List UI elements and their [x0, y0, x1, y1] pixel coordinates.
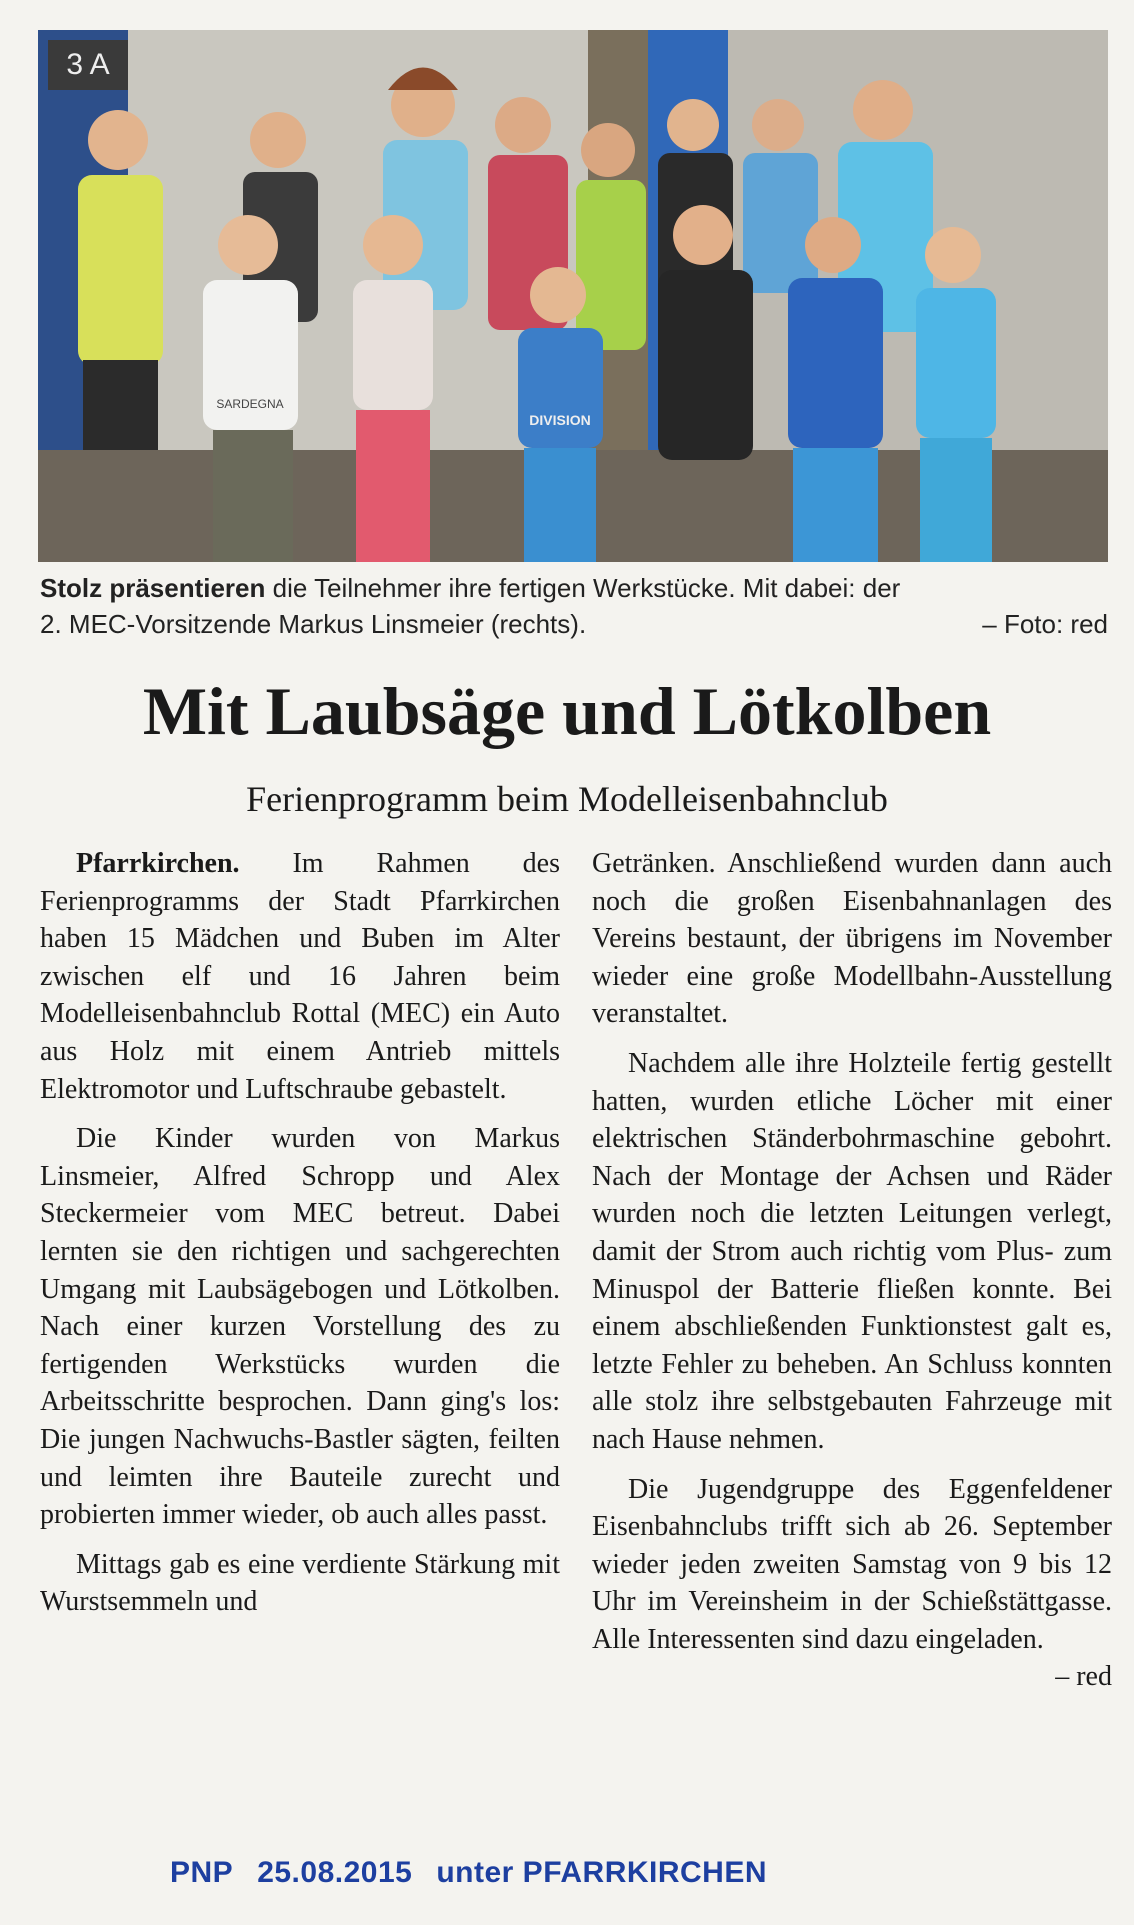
- paragraph-3: Mittags gab es eine verdiente Stärkung mit Wurstsemmeln und: [40, 1548, 560, 1618]
- article-column-2: [592, 845, 1112, 1696]
- photo-caption: [40, 570, 1108, 642]
- author-signoff: – red: [1055, 1661, 1112, 1693]
- paragraph-5: Nachdem alle ihre Holzteile fertig gestellt hatten, wurden etliche Löcher mit einer elektrischen Ständerbohrmaschine gebohrt. Nach der Montage der Achsen und Räder wurden noch die letzten Leitungen verlegt, damit der Strom auch richtig vom Plus- zum Minuspol der Batterie fließen konnte. Bei einem abschließenden Funktionstest galt es, letzte Fehler zu beheben. An Schluss konnten alle stolz ihre selbstgebauten Fahrzeuge mit nach Hause nehmen.: [592, 1047, 1112, 1455]
- caption-line-1: [40, 570, 1108, 606]
- paragraph-4: Getränken. Anschließend wurden dann auch noch die großen Eisenbahnanlagen des Vereins bestaunt, der übrigens im November wieder eine große Modellbahn-Ausstellung veranstaltet.: [592, 848, 1112, 1030]
- photo-illustration: [38, 30, 1108, 562]
- paragraph-6: [592, 1471, 1112, 1697]
- article-column-1: [40, 845, 560, 1621]
- caption-line-2: [40, 606, 1108, 642]
- footer-source: PNP: [170, 1856, 234, 1889]
- group-photo: [38, 30, 1108, 562]
- dateline: Pfarrkirchen.: [76, 848, 240, 879]
- caption-text: die Teilnehmer ihre fertigen Werkstücke. Mit dabei: der: [272, 573, 901, 603]
- shirt-text-division: DIVISION: [529, 412, 591, 428]
- caption-text-2: 2. MEC-Vorsitzende Markus Linsmeier (rechts).: [40, 609, 587, 639]
- paragraph-1: [40, 845, 560, 1108]
- footer-section: unter PFARRKIRCHEN: [436, 1856, 768, 1889]
- shirt-text-sardegna: SARDEGNA: [216, 397, 284, 411]
- source-footer: [170, 1856, 791, 1890]
- article-headline: Mit Laubsäge und Lötkolben: [142, 673, 992, 749]
- photo-label: 3 A: [48, 40, 128, 90]
- paragraph-6-text: Die Jugendgruppe des Eggenfeldener Eisenbahnclubs trifft sich ab 26. September wieder jeden zweiten Samstag von 9 bis 12 Uhr im Vereinsheim in der Schießstättgasse. Alle Interessenten sind dazu eingeladen.: [592, 1473, 1112, 1655]
- footer-date: 25.08.2015: [257, 1856, 413, 1889]
- caption-bold: Stolz präsentieren: [40, 573, 266, 603]
- paragraph-1-text: Im Rahmen des Ferienprogramms der Stadt Pfarrkirchen haben 15 Mädchen und Buben im Alter zwischen elf und 16 Jahren beim Modelleisenbahnclub Rottal (MEC) ein Auto aus Holz mit einem Antrieb mittels Elektromotor und Luftschraube gebastelt.: [40, 848, 560, 1105]
- photo-credit: – Foto: red: [982, 609, 1108, 639]
- paragraph-2: Die Kinder wurden von Markus Linsmeier, Alfred Schropp und Alex Steckermeier vom MEC betreut. Dabei lernten sie den richtigen und sachgerechten Umgang mit Laubsägebogen und Lötkolben. Nach einer kurzen Vorstellung des zu fertigenden Werkstücks wurden die Arbeitsschritte besprochen. Dann ging's los: Die jungen Nachwuchs-Bastler sägten, feilten und leimten ihre Bauteile zurecht und probierten immer wieder, ob auch alles passt.: [40, 1123, 560, 1531]
- article-subheadline: Ferienprogramm beim Modelleisenbahnclub: [246, 779, 888, 819]
